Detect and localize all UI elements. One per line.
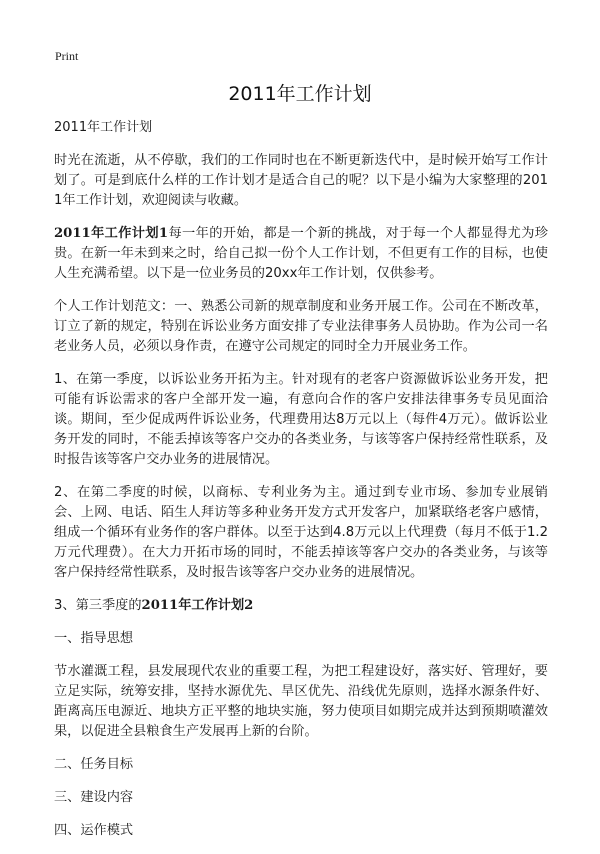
section1-text: 每一年的开始，都是一个新的挑战，对于每一个人都显得尤为珍贵。在新一年未到来之时，给自己拟一份个人工作计划，不但更有工作的目标，也使人生充满希望。以下是一位业务员的20xx年工作计划，仅供参考。 [54,226,548,281]
section1-paragraph [54,224,548,284]
sample-plan-paragraph: 个人工作计划范文：一、熟悉公司新的规章制度和业务开展工作。公司在不断改革，订立了新的规定，特别在诉讼业务方面安排了专业法律事务人员协助。作为公司一名老业务人员，必须以身作责，在遵守公司规定的同时全力开展业务工作。 [54,299,548,354]
q1-paragraph: 1、在第一季度，以诉讼业务开拓为主。针对现有的老客户资源做诉讼业务开发，把可能有诉讼需求的客户全部开发一遍，有意向合作的客户安排法律事务专员见面洽谈。期间，至少促成两件诉讼业务，代理费用达8万元以上（每件4万元）。做诉讼业务开发的同时，不能丢掉该等客户交办的各类业务，与该等客户保持经常性联系，及时报告该等客户交办业务的进展情况。 [54,372,548,467]
page-title: 2011年工作计划 [228,83,372,105]
irrigation-paragraph: 节水灌溉工程，县发展现代农业的重要工程，为把工程建设好，落实好、管理好，要立足实际，统筹安排，坚持水源优先、旱区优先、沿线优先原则，选择水源条件好、距离高压电源近、地块方正平整的地块实施，努力使项目如期完成并达到预期喷灌效果，以促进全县粮食生产发展再上新的台阶。 [54,664,548,739]
construction-heading: 三、建设内容 [54,790,134,805]
print-label[interactable]: Print [55,49,79,63]
q3-heading [54,596,548,616]
q3-prefix: 3、第三季度的 [54,598,142,613]
intro-paragraph: 时光在流逝，从不停歇，我们的工作同时也在不断更新迭代中，是时候开始写工作计划了。可是到底什么样的工作计划才是适合自己的呢？以下是小编为大家整理的2011年工作计划，欢迎阅读与收藏。 [54,153,548,208]
section2-heading: 2011年工作计划2 [141,598,254,613]
q2-paragraph: 2、在第二季度的时候，以商标、专利业务为主。通过到专业市场、参加专业展销会、上网、电话、陌生人拜访等多种业务开发方式开发客户，加紧联络老客户感情，组成一个循环有业务作的客户群体。以至于达到4.8万元以上代理费（每月不低于1.2万元代理费）。在大力开拓市场的同时，不能丢掉该等客户交办的各类业务，与该等客户保持经常性联系，及时报告该等客户交办业务的进展情况。 [54,485,548,580]
guiding-heading: 一、指导思想 [54,631,134,646]
section1-heading: 2011年工作计划1 [54,226,169,241]
operation-heading: 四、运作模式 [54,823,134,838]
document-body [54,120,548,854]
goals-heading: 二、任务目标 [54,757,134,772]
document-subtitle: 2011年工作计划 [54,120,153,135]
